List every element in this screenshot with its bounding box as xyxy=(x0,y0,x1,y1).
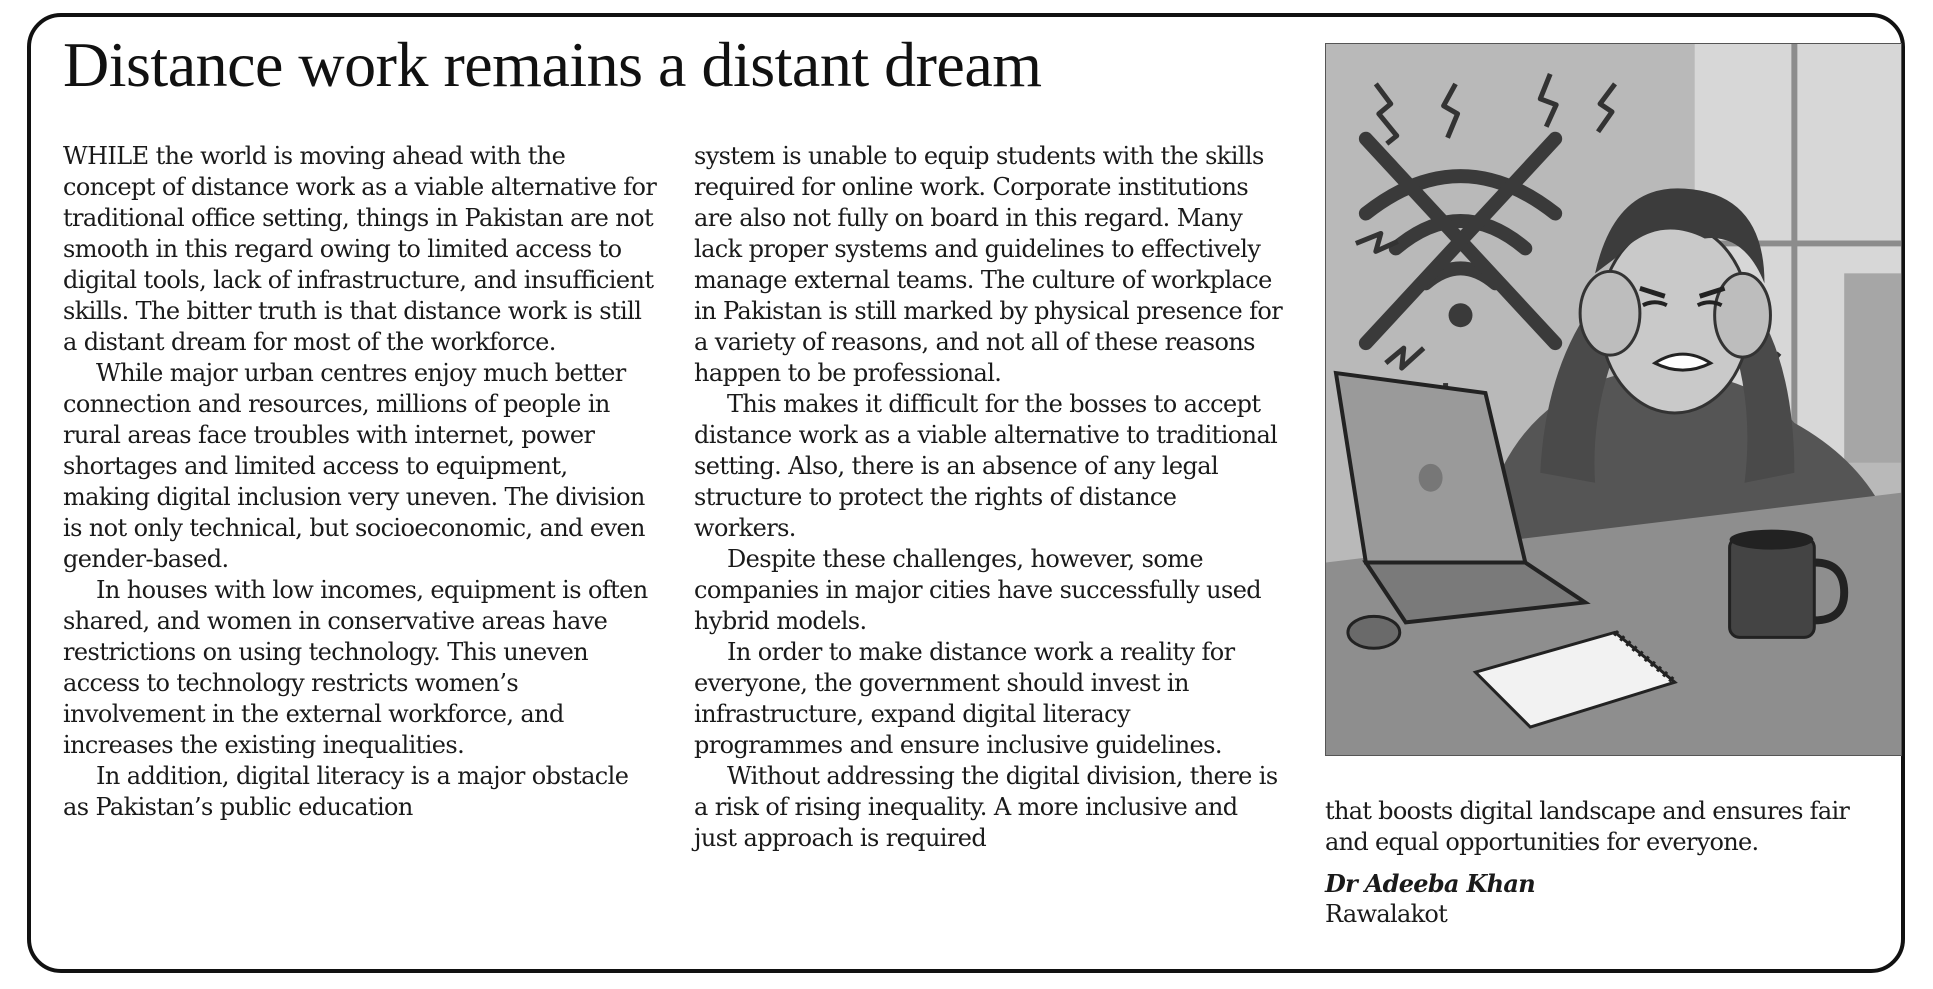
paragraph: In addition, digital literacy is a major obstacle as Pakistan’s public education xyxy=(63,762,629,821)
mouse-icon xyxy=(1348,616,1400,648)
paragraph: WHILE the world is moving ahead with the concept of distance work as a viable alternative for traditional office setting, things in Pakistan are not smooth in this regard owing to limited access to digital tools, lack of infrastructure, and insufficient skills. The bitter truth is that distance work is still a distant dream for most of the workforce. xyxy=(63,142,657,356)
article-column-1 xyxy=(63,141,657,823)
paragraph: that boosts digital landscape and ensures fair and equal opportunities for everyone. xyxy=(1325,797,1850,856)
author-name: Dr Adeeba Khan xyxy=(1325,869,1535,898)
article-column-3 xyxy=(1325,796,1885,930)
author-location: Rawalakot xyxy=(1325,900,1448,928)
frustrated-man-no-wifi-image xyxy=(1326,44,1901,755)
paragraph: system is unable to equip students with the skills required for online work. Corporate institutions are also not fully on board in this regard. Many lack proper systems and guidelines to effectively manage external teams. The culture of workplace in Pakistan is still marked by physical presence for a variety of reasons, and not all of these reasons happen to be professional. xyxy=(694,142,1283,387)
headline: Distance work remains a distant dream xyxy=(63,29,1042,100)
illustration xyxy=(1325,43,1902,756)
article-column-2 xyxy=(694,141,1284,854)
paragraph: In order to make distance work a reality for everyone, the government should invest in infrastructure, expand digital literacy programmes and ensure inclusive guidelines. xyxy=(694,638,1235,759)
paragraph: While major urban centres enjoy much better connection and resources, millions of people in rural areas face troubles with internet, power shortages and limited access to equipment, making digital inclusion very uneven. The division is not only technical, but socioeconomic, and even gender-based. xyxy=(63,359,645,573)
paragraph: This makes it difficult for the bosses to accept distance work as a viable alternative to traditional setting. Also, there is an absence of any legal structure to protect the rights of distance workers. xyxy=(694,390,1278,542)
paragraph: In houses with low incomes, equipment is often shared, and women in conservative areas have restrictions on using technology. This uneven access to technology restricts women’s involvement in the external workforce, and increases the existing inequalities. xyxy=(63,576,648,759)
paragraph: Without addressing the digital division, there is a risk of rising inequality. A more inclusive and just approach is required xyxy=(694,762,1278,852)
paragraph: Despite these challenges, however, some companies in major cities have successfully used hybrid models. xyxy=(694,545,1262,635)
